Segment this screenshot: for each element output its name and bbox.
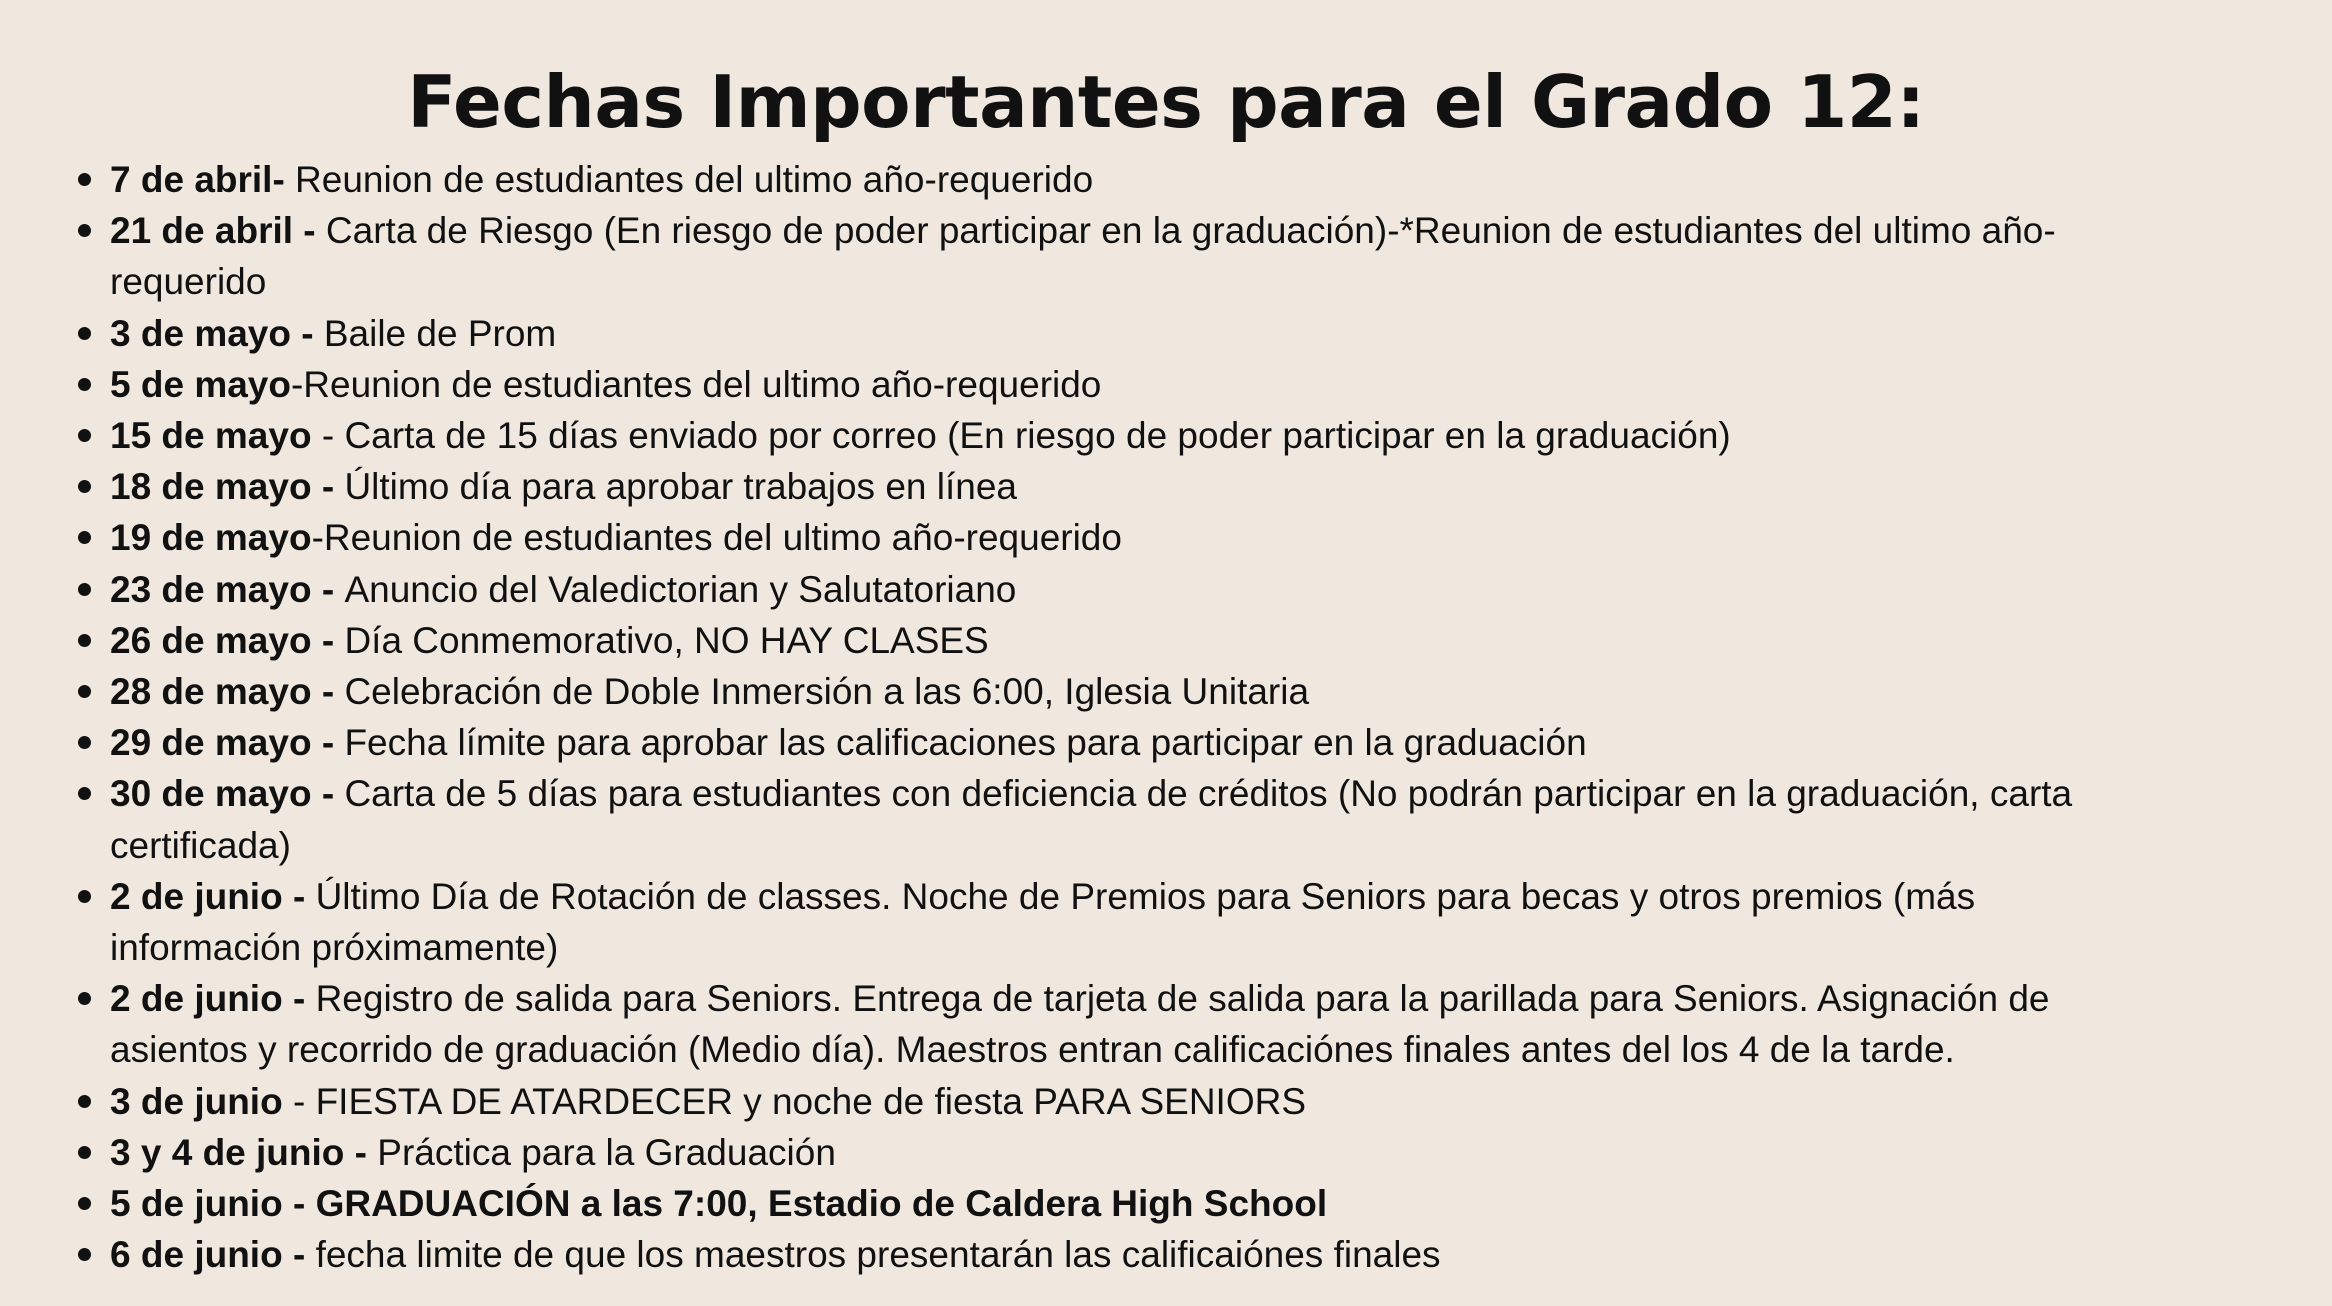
event-item xyxy=(0,1178,2150,1229)
event-date: 30 de mayo - xyxy=(110,773,345,815)
event-description: Carta de Riesgo (En riesgo de poder participar en la graduación)-*Reunion de estudiantes del ultimo año-requerido xyxy=(110,210,2056,303)
event-date: 5 de mayo xyxy=(110,363,291,405)
event-date: 15 de mayo xyxy=(110,415,312,457)
event-description: Carta de 5 días para estudiantes con deficiencia de créditos (No podrán participar en la graduación, carta certificada) xyxy=(110,773,2073,866)
event-item xyxy=(0,666,2150,717)
event-item xyxy=(0,359,2150,410)
event-date: 28 de mayo - xyxy=(110,671,345,713)
event-item xyxy=(0,871,2150,973)
bullet-icon xyxy=(78,1095,91,1108)
event-date: 3 y 4 de junio - xyxy=(110,1131,378,1173)
event-item xyxy=(0,154,2150,205)
event-description: Fecha límite para aprobar las calificaciones para participar en la graduación xyxy=(344,722,1587,764)
event-item xyxy=(0,615,2150,666)
event-date: 2 de junio - xyxy=(110,978,316,1020)
event-description: Práctica para la Graduación xyxy=(377,1131,836,1173)
event-date: 5 de junio - xyxy=(110,1183,316,1225)
bullet-icon xyxy=(78,685,91,698)
event-date: 18 de mayo - xyxy=(110,466,345,508)
bullet-icon xyxy=(78,634,91,647)
event-date: 3 de mayo - xyxy=(110,312,324,354)
bullet-icon xyxy=(78,583,91,596)
event-description: - FIESTA DE ATARDECER y noche de fiesta PARA SENIORS xyxy=(282,1080,1307,1122)
bullet-icon xyxy=(78,173,91,186)
event-description: Celebración de Doble Inmersión a las 6:00, Iglesia Unitaria xyxy=(344,671,1310,713)
bullet-icon xyxy=(78,378,91,391)
event-item xyxy=(0,973,2150,1075)
event-item xyxy=(0,308,2150,359)
event-date: 21 de abril - xyxy=(110,210,326,252)
event-description: GRADUACIÓN a las 7:00, Estadio de Caldera High School xyxy=(315,1183,1328,1225)
bullet-icon xyxy=(78,1248,91,1261)
event-description: Registro de salida para Seniors. Entrega de tarjeta de salida para la parillada para Seniors. Asignación de asientos y recorrido de graduación (Medio día). Maestros entran calificaciónes finales antes del los 4 de la tarde. xyxy=(110,978,2050,1071)
event-date: 2 de junio - xyxy=(110,875,316,917)
event-description: -Reunion de estudiantes del ultimo año-requerido xyxy=(290,363,1102,405)
event-list xyxy=(0,154,2150,1280)
bullet-icon xyxy=(78,429,91,442)
event-item xyxy=(0,717,2150,768)
bullet-icon xyxy=(78,787,91,800)
event-item xyxy=(0,512,2150,563)
event-date: 3 de junio xyxy=(110,1080,283,1122)
bullet-icon xyxy=(78,327,91,340)
event-date: 26 de mayo - xyxy=(110,619,345,661)
event-date: 29 de mayo - xyxy=(110,722,345,764)
event-description: -Reunion de estudiantes del ultimo año-requerido xyxy=(311,517,1122,559)
event-description: Baile de Prom xyxy=(323,312,557,354)
event-description: Último Día de Rotación de classes. Noche de Premios para Seniors para becas y otros premios (más información próximamente) xyxy=(110,875,1976,969)
event-description: fecha limite de que los maestros presentarán las calificaiónes finales xyxy=(315,1234,1441,1276)
event-description: - Carta de 15 días enviado por correo (En riesgo de poder participar en la graduación) xyxy=(311,415,1731,457)
event-date: 6 de junio - xyxy=(110,1234,316,1276)
event-item xyxy=(0,1076,2150,1127)
bullet-icon xyxy=(78,1146,91,1159)
bullet-icon xyxy=(78,736,91,749)
event-date: 7 de abril- xyxy=(110,159,285,200)
page-title: Fechas Importantes para el Grado 12: xyxy=(407,60,1925,144)
bullet-icon xyxy=(78,224,91,237)
event-date: 23 de mayo - xyxy=(110,568,345,610)
event-description: Reunion de estudiantes del ultimo año-requerido xyxy=(284,159,1094,200)
bullet-icon xyxy=(78,1197,91,1210)
event-item xyxy=(0,564,2150,615)
event-date: 19 de mayo xyxy=(110,517,312,559)
bullet-icon xyxy=(78,531,91,544)
bullet-icon xyxy=(78,992,91,1005)
event-item xyxy=(0,1127,2150,1178)
event-item xyxy=(0,410,2150,461)
event-item xyxy=(0,461,2150,512)
event-item xyxy=(0,1229,2150,1280)
event-description: Día Conmemorativo, NO HAY CLASES xyxy=(344,619,989,661)
event-description: Último día para aprobar trabajos en línea xyxy=(344,466,1017,508)
event-item xyxy=(0,768,2150,870)
bullet-icon xyxy=(78,890,91,903)
event-item xyxy=(0,205,2150,307)
bullet-icon xyxy=(78,480,91,493)
event-description: Anuncio del Valedictorian y Salutatoriano xyxy=(344,568,1017,610)
